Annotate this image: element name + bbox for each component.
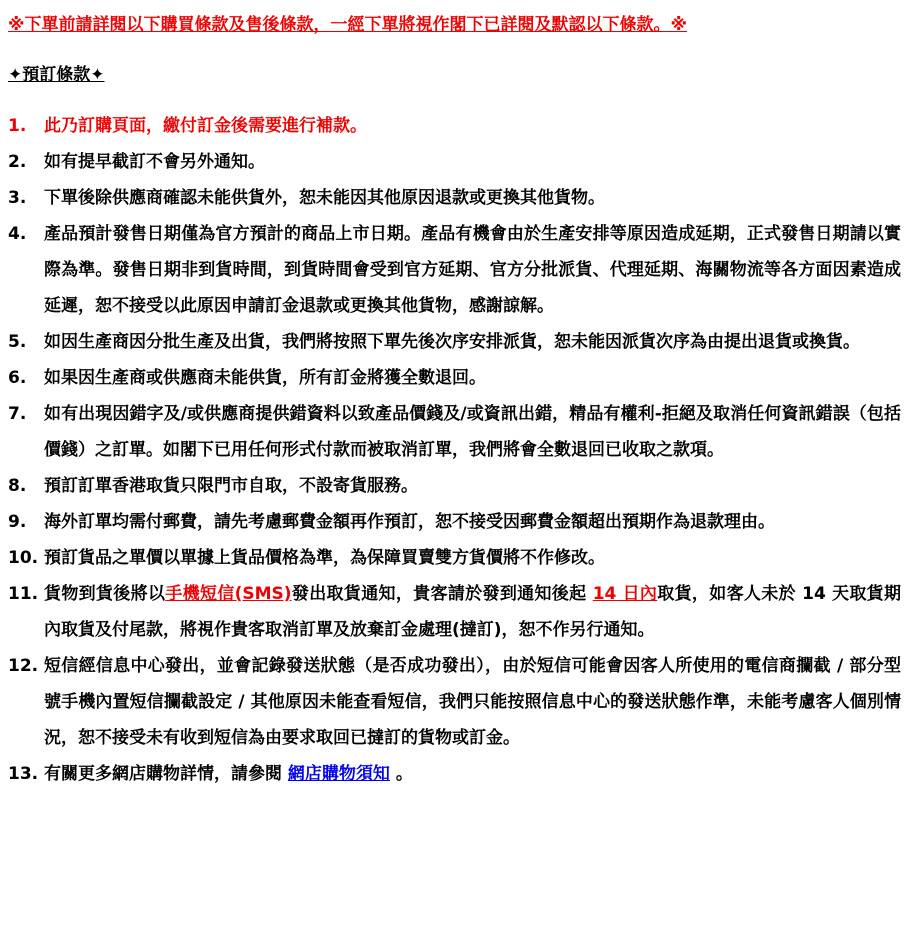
term-text bbox=[44, 144, 901, 180]
term-item bbox=[8, 396, 901, 468]
page-title: ※下單前請詳閱以下購買條款及售後條款，一經下單將視作閣下已詳閱及默認以下條款。※ bbox=[8, 15, 688, 35]
term-number: 13. bbox=[8, 764, 39, 784]
term-text bbox=[44, 396, 901, 468]
term-item bbox=[8, 108, 901, 144]
term-number: 8. bbox=[8, 476, 27, 496]
term-text bbox=[44, 216, 901, 324]
term-item bbox=[8, 468, 901, 504]
term-text-segment: 下單後除供應商確認未能供貨外，恕未能因其他原因退款或更換其他貨物。 bbox=[44, 188, 605, 208]
term-item bbox=[8, 216, 901, 324]
term-text bbox=[44, 504, 901, 540]
term-number: 11. bbox=[8, 584, 39, 604]
term-text-segment: 產品預計發售日期僅為官方預計的商品上市日期。產品有機會由於生產安排等原因造成延期，正式發售日期請以實際為準。發售日期非到貨時間，到貨時間會受到官方延期、官方分批派貨、代理延期、海關物流等各方面因素造成延遲，恕不接受以此原因申請訂金退款或更換其他貨物，感謝諒解。 bbox=[44, 224, 901, 316]
term-item bbox=[8, 756, 901, 792]
term-text bbox=[44, 648, 901, 756]
term-text-segment: 貨物到貨後將以 bbox=[44, 584, 166, 604]
term-text bbox=[44, 540, 901, 576]
term-number: 12. bbox=[8, 656, 39, 676]
term-number: 2. bbox=[8, 152, 27, 172]
term-item bbox=[8, 576, 901, 648]
term-text-segment: 有關更多網店購物詳情，請參閱 bbox=[44, 764, 288, 784]
term-text-segment: 。 bbox=[389, 764, 413, 784]
term-number: 10. bbox=[8, 548, 39, 568]
term-text-segment: 此乃訂購頁面，繳付訂金後需要進行補款。 bbox=[44, 116, 367, 136]
term-text-segment: 14 日內 bbox=[592, 584, 658, 604]
term-number: 6. bbox=[8, 368, 27, 388]
term-text-segment: 如有提早截訂不會另外通知。 bbox=[44, 152, 265, 172]
term-text bbox=[44, 468, 901, 504]
term-text-segment: 發出取貨通知，貴客請於發到通知後起 bbox=[291, 584, 593, 604]
term-text-segment: 如有出現因錯字及/或供應商提供錯資料以致產品價錢及/或資訊出錯，精品有權利-拒絕及取消任何資訊錯誤（包括價錢）之訂單。如閣下已用任何形式付款而被取消訂單，我們將會全數退回已收取之款項。 bbox=[44, 404, 901, 460]
store-shopping-guide-link[interactable]: 網店購物須知 bbox=[287, 764, 390, 784]
term-text bbox=[44, 756, 901, 792]
term-text-segment: 如因生產商因分批生產及出貨，我們將按照下單先後次序安排派貨，恕未能因派貨次序為由提出退貨或換貨。 bbox=[44, 332, 860, 352]
term-text bbox=[44, 360, 901, 396]
term-item bbox=[8, 180, 901, 216]
term-number: 4. bbox=[8, 224, 27, 244]
term-text-segment: 預訂訂單香港取貨只限門市自取，不設寄貨服務。 bbox=[44, 476, 418, 496]
term-text-segment: 手機短信(SMS) bbox=[165, 584, 292, 604]
term-item bbox=[8, 504, 901, 540]
term-number: 7. bbox=[8, 404, 27, 424]
term-item bbox=[8, 324, 901, 360]
term-item bbox=[8, 360, 901, 396]
term-text bbox=[44, 108, 901, 144]
term-text-segment: 取貨，如客人未於 14 天取貨期內取貨及付尾款，將視作貴客取消訂單及放棄訂金處理(撻訂)，恕不作另行通知。 bbox=[44, 584, 902, 640]
term-text-segment: 海外訂單均需付郵費，請先考慮郵費金額再作預訂，恕不接受因郵費金額超出預期作為退款理由。 bbox=[44, 512, 775, 532]
section-heading-preorder-terms: ✦預訂條款✦ bbox=[8, 65, 105, 85]
term-number: 9. bbox=[8, 512, 27, 532]
terms-list bbox=[8, 108, 901, 792]
term-number: 3. bbox=[8, 188, 27, 208]
term-text-segment: 預訂貨品之單價以單據上貨品價格為準，為保障買賣雙方貨價將不作修改。 bbox=[44, 548, 605, 568]
term-number: 5. bbox=[8, 332, 27, 352]
term-text-segment: 短信經信息中心發出，並會記錄發送狀態（是否成功發出），由於短信可能會因客人所使用的電信商攔截 / 部分型號手機內置短信攔截設定 / 其他原因未能查看短信，我們只能按照信息中心的發送狀態作準，未能考慮客人個別情況，恕不接受未有收到短信為由要求取回已撻訂的貨物或訂金。 bbox=[44, 656, 901, 748]
term-text-segment: 如果因生產商或供應商未能供貨，所有訂金將獲全數退回。 bbox=[44, 368, 486, 388]
term-text bbox=[44, 324, 901, 360]
term-item bbox=[8, 540, 901, 576]
term-item bbox=[8, 144, 901, 180]
term-text bbox=[44, 576, 901, 648]
term-text bbox=[44, 180, 901, 216]
term-number: 1. bbox=[8, 116, 27, 136]
term-item bbox=[8, 648, 901, 756]
